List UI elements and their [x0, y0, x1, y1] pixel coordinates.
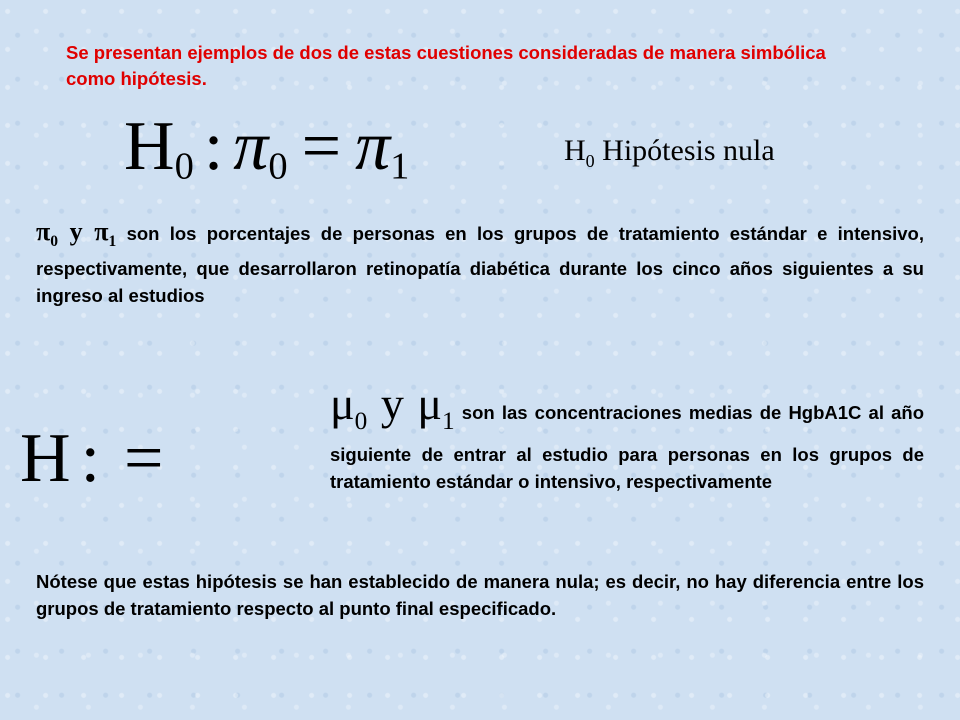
null-hypothesis-pi-equation: [124, 108, 410, 188]
eq1-h: H: [124, 108, 175, 185]
eq1-h-sub: 0: [174, 145, 194, 188]
null-hypothesis-mu-equation: [20, 420, 178, 497]
intro-text: Se presentan ejemplos de dos de estas cuestiones consideradas de manera simbólica como hipótesis.: [66, 42, 826, 89]
h0-label-sub: 0: [585, 151, 595, 171]
mu-0-symbol: $\mu_0$: [330, 378, 368, 436]
pi-0-symbol: $\pi_0$: [36, 217, 59, 251]
mu-definition-text: son las concentraciones medias de HgbA1C al año siguiente de entrar al estudio para personas en los grupos de tratamiento estándar o intensivo, respectivamente: [330, 402, 925, 493]
eq1-pi-0-sub: 0: [268, 145, 288, 188]
eq1-pi-0: π: [233, 108, 269, 185]
mu-1-symbol: $\mu_1$: [417, 378, 455, 436]
pi-conjunction: y: [58, 217, 95, 246]
eq1-pi-1: π: [355, 108, 391, 185]
eq1-equals: =: [301, 108, 342, 185]
pi-1-symbol: $\pi_1$: [94, 217, 117, 251]
eq1-colon: :: [203, 108, 224, 185]
pi-definition-text: son los porcentajes de personas en los grupos de tratamiento estándar e intensivo, respectivamente, que desarrollaron retinopatía diabética durante los cinco años siguientes a su ingreso al estudios: [36, 223, 924, 307]
eq1-pi-1-sub: 1: [390, 145, 410, 188]
h0-label-text: Hipótesis nula: [594, 134, 775, 167]
mu-conjunction: y: [367, 378, 418, 429]
mu-definition-paragraph: [330, 378, 925, 495]
pi-definition-paragraph: [36, 218, 924, 309]
closing-note: Nótese que estas hipótesis se han establecido de manera nula; es decir, no hay diferencia entre los grupos de tratamiento respecto al punto final especificado.: [36, 571, 924, 619]
null-hypothesis-label: [564, 134, 775, 172]
eq2-colon: :: [80, 420, 101, 497]
eq2-h: H: [20, 420, 71, 497]
h0-label-h: H: [564, 134, 586, 167]
eq2-equals: =: [124, 420, 164, 497]
